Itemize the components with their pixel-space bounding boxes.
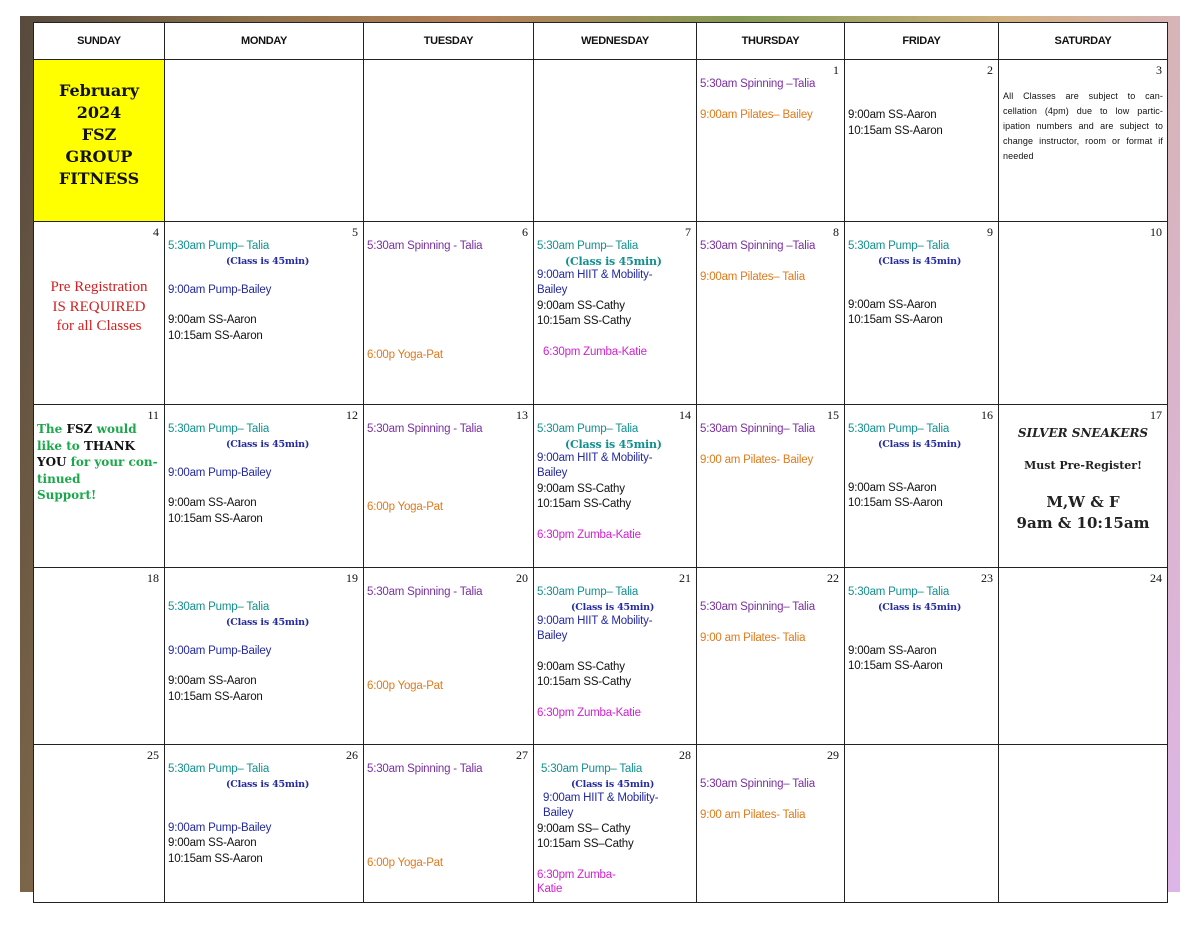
day-cell-2 bbox=[845, 60, 999, 222]
day-cell-28 bbox=[534, 745, 697, 903]
day-cell-3 bbox=[999, 60, 1168, 222]
day-cell-12 bbox=[165, 405, 364, 568]
day-number: 11 bbox=[147, 408, 159, 422]
class-event: 9:00am Pump-Bailey bbox=[168, 466, 272, 479]
class-event: 5:30am Pump– Talia bbox=[168, 601, 270, 613]
class-event: 9:00am Pump-Bailey bbox=[168, 283, 272, 296]
day-cell-9 bbox=[845, 222, 999, 405]
day-number: 23 bbox=[981, 571, 993, 585]
day-cell-10 bbox=[999, 222, 1168, 405]
class-event: 5:30am Pump– Talia bbox=[848, 423, 950, 435]
day-number: 4 bbox=[153, 225, 159, 239]
thank-you-note: The FSZ would like to THANK YOU for your con- tinued Support! bbox=[37, 422, 158, 502]
day-cell-26 bbox=[165, 745, 364, 903]
class-event: 10:15am SS-Aaron bbox=[848, 124, 943, 137]
class-event: 9:00am SS-Cathy bbox=[537, 660, 625, 673]
class-event: 6:30pm Zumba-Katie bbox=[537, 706, 641, 719]
class-event: 5:30am Pump– Talia bbox=[537, 240, 639, 252]
class-event: 9:00 am Pilates- Talia bbox=[700, 631, 806, 644]
class-event: 10:15am SS-Cathy bbox=[537, 315, 631, 327]
day-number: 8 bbox=[833, 225, 839, 239]
day-number: 12 bbox=[346, 408, 358, 422]
class-event: 10:15am SS-Cathy bbox=[537, 498, 631, 510]
class-event: 5:30am Spinning– Talia bbox=[700, 601, 815, 613]
class-event: 6:00p Yoga-Pat bbox=[367, 348, 443, 361]
class-event: 9:00am SS-Cathy bbox=[537, 482, 625, 495]
cancellation-policy: All Classes are subject to can- cellation (4pm) due to low partic- ipation numbers and are subject to change instructor, room or format if needed bbox=[1003, 91, 1163, 161]
day-number: 27 bbox=[516, 748, 528, 762]
class-duration-note: (Class is 45min) bbox=[571, 778, 655, 790]
day-number: 19 bbox=[346, 571, 358, 585]
day-number: 29 bbox=[827, 748, 839, 762]
class-event: 9:00am SS-Aaron bbox=[848, 298, 937, 311]
class-event: 5:30am Spinning - Talia bbox=[367, 763, 483, 775]
class-event: 10:15am SS-Cathy bbox=[537, 676, 631, 688]
class-event: 9:00am SS-Cathy bbox=[537, 299, 625, 312]
day-cell-21 bbox=[534, 568, 697, 745]
class-event: 9:00am SS-Aaron bbox=[168, 675, 257, 687]
day-number: 14 bbox=[679, 408, 691, 422]
class-event: 6:00p Yoga-Pat bbox=[367, 856, 443, 869]
class-event: 9:00am SS-Aaron bbox=[168, 497, 257, 509]
class-event: 10:15am SS-Aaron bbox=[168, 512, 263, 525]
silver-sneakers-schedule: M,W & F 9am & 10:15am bbox=[1016, 493, 1150, 532]
day-number: 7 bbox=[685, 225, 691, 239]
class-duration-note: (Class is 45min) bbox=[226, 778, 310, 790]
class-event: 9:00am SS-Aaron bbox=[168, 314, 257, 326]
day-cell-1 bbox=[697, 60, 845, 222]
class-event: 10:15am SS-Aaron bbox=[168, 329, 263, 342]
class-event: 5:30am Spinning - Talia bbox=[367, 240, 483, 252]
class-duration-note: (Class is 45min) bbox=[878, 255, 962, 267]
day-number: 25 bbox=[147, 748, 159, 762]
day-number: 9 bbox=[987, 225, 993, 239]
class-event: 5:30am Spinning– Talia bbox=[700, 778, 815, 790]
class-event: 9:00am SS-Aaron bbox=[848, 109, 937, 121]
class-event: 9:00am SS– Cathy bbox=[537, 822, 631, 835]
empty-day-cell bbox=[534, 60, 697, 222]
day-cell-13 bbox=[364, 405, 534, 568]
weekday-thursday: THURSDAY bbox=[697, 23, 845, 60]
class-event: 5:30am Pump– Talia bbox=[168, 763, 270, 775]
day-number: 22 bbox=[827, 571, 839, 585]
week-row bbox=[34, 60, 1168, 222]
day-cell-27 bbox=[364, 745, 534, 903]
class-event: 6:30pm Zumba-Katie bbox=[537, 868, 616, 895]
class-event: 5:30am Pump– Talia bbox=[848, 586, 950, 598]
class-event: 9:00am Pilates– Talia bbox=[700, 270, 805, 283]
class-event: 6:00p Yoga-Pat bbox=[367, 500, 443, 513]
day-number: 18 bbox=[147, 571, 159, 585]
class-event: 5:30am Pump– Talia bbox=[541, 763, 643, 775]
class-event: 9:00am Pilates– Bailey bbox=[700, 108, 813, 121]
silver-sneakers-title: SILVER SNEAKERS bbox=[1017, 426, 1149, 440]
class-event: 5:30am Pump– Talia bbox=[168, 423, 270, 435]
class-duration-note: (Class is 45min) bbox=[226, 438, 310, 450]
class-event: 9:00am HIIT & Mobility-Bailey bbox=[537, 614, 653, 642]
day-cell-20 bbox=[364, 568, 534, 745]
day-number: 6 bbox=[522, 225, 528, 239]
class-event: 9:00am HIIT & Mobility-Bailey bbox=[537, 268, 653, 296]
month-title-cell bbox=[34, 60, 165, 222]
class-duration-note: (Class is 45min) bbox=[565, 437, 662, 451]
weekday-sunday: SUNDAY bbox=[34, 23, 165, 60]
day-number: 17 bbox=[1150, 408, 1162, 422]
class-duration-note: (Class is 45min) bbox=[565, 254, 662, 268]
class-duration-note: (Class is 45min) bbox=[226, 255, 310, 267]
class-event: 5:30am Pump– Talia bbox=[168, 240, 270, 252]
class-event: 9:00am SS-Aaron bbox=[168, 837, 257, 849]
day-cell-24 bbox=[999, 568, 1168, 745]
day-cell-4 bbox=[34, 222, 165, 405]
class-event: 6:00p Yoga-Pat bbox=[367, 679, 443, 692]
class-event: 9:00am Pump-Bailey bbox=[168, 821, 272, 834]
class-event: 10:15am SS-Aaron bbox=[848, 314, 943, 326]
calendar-grid bbox=[33, 22, 1168, 903]
day-number: 3 bbox=[1156, 63, 1162, 77]
day-number: 13 bbox=[516, 408, 528, 422]
day-cell-18 bbox=[34, 568, 165, 745]
class-duration-note: (Class is 45min) bbox=[571, 601, 655, 613]
class-event: 10:15am SS-Aaron bbox=[168, 690, 263, 703]
day-cell-16 bbox=[845, 405, 999, 568]
day-cell-8 bbox=[697, 222, 845, 405]
day-number: 20 bbox=[516, 571, 528, 585]
day-number: 2 bbox=[987, 63, 993, 77]
class-event: 5:30am Spinning - Talia bbox=[367, 586, 483, 598]
week-row bbox=[34, 222, 1168, 405]
weekday-monday: MONDAY bbox=[165, 23, 364, 60]
day-cell-23 bbox=[845, 568, 999, 745]
day-cell-17 bbox=[999, 405, 1168, 568]
class-event: 5:30am Spinning –Talia bbox=[700, 240, 816, 252]
week-row bbox=[34, 568, 1168, 745]
day-cell-15 bbox=[697, 405, 845, 568]
silver-sneakers-note: Must Pre-Register! bbox=[1024, 459, 1142, 472]
weekday-friday: FRIDAY bbox=[845, 23, 999, 60]
class-event: 6:30pm Zumba-Katie bbox=[543, 345, 647, 358]
class-event: 9:00am HIIT & Mobility-Bailey bbox=[537, 451, 653, 479]
day-cell-19 bbox=[165, 568, 364, 745]
class-event: 9:00am HIIT & Mobility-Bailey bbox=[543, 791, 659, 819]
class-duration-note: (Class is 45min) bbox=[226, 616, 310, 628]
day-cell-25 bbox=[34, 745, 165, 903]
class-event: 9:00 am Pilates- Bailey bbox=[700, 453, 814, 466]
empty-day-cell bbox=[364, 60, 534, 222]
day-number: 10 bbox=[1150, 225, 1162, 239]
day-cell-14 bbox=[534, 405, 697, 568]
class-event: 10:15am SS-Aaron bbox=[848, 497, 943, 509]
day-number: 26 bbox=[346, 748, 358, 762]
class-duration-note: (Class is 45min) bbox=[878, 438, 962, 450]
weekday-saturday: SATURDAY bbox=[999, 23, 1168, 60]
pre-registration-note: Pre Registration IS REQUIRED for all Classes bbox=[50, 279, 148, 334]
class-event: 10:15am SS-Aaron bbox=[848, 660, 943, 672]
class-event: 10:15am SS–Cathy bbox=[537, 838, 634, 850]
weekday-header-row bbox=[34, 23, 1168, 60]
class-duration-note: (Class is 45min) bbox=[878, 601, 962, 613]
day-number: 16 bbox=[981, 408, 993, 422]
weekday-wednesday: WEDNESDAY bbox=[534, 23, 697, 60]
class-event: 9:00am Pump-Bailey bbox=[168, 644, 272, 657]
class-event: 9:00am SS-Aaron bbox=[848, 481, 937, 494]
empty-day-cell bbox=[845, 745, 999, 903]
week-row bbox=[34, 405, 1168, 568]
class-event: 5:30am Pump– Talia bbox=[537, 586, 639, 598]
week-row bbox=[34, 745, 1168, 903]
day-number: 5 bbox=[352, 225, 358, 239]
weekday-tuesday: TUESDAY bbox=[364, 23, 534, 60]
empty-day-cell bbox=[165, 60, 364, 222]
class-event: 9:00am SS-Aaron bbox=[848, 644, 937, 657]
class-event: 5:30am Pump– Talia bbox=[848, 240, 950, 252]
day-number: 24 bbox=[1150, 571, 1162, 585]
day-number: 21 bbox=[679, 571, 691, 585]
day-number: 28 bbox=[679, 748, 691, 762]
day-cell-7 bbox=[534, 222, 697, 405]
class-event: 9:00 am Pilates- Talia bbox=[700, 808, 806, 821]
day-number: 1 bbox=[833, 63, 839, 77]
day-cell-29 bbox=[697, 745, 845, 903]
day-number: 15 bbox=[827, 408, 839, 422]
day-cell-22 bbox=[697, 568, 845, 745]
day-cell-5 bbox=[165, 222, 364, 405]
class-event: 5:30am Spinning –Talia bbox=[700, 78, 816, 90]
month-title: February 2024 FSZ GROUP FITNESS bbox=[58, 81, 140, 188]
class-event: 5:30am Spinning - Talia bbox=[367, 423, 483, 435]
class-event: 5:30am Pump– Talia bbox=[537, 423, 639, 435]
class-event: 5:30am Spinning– Talia bbox=[700, 423, 815, 435]
class-event: 6:30pm Zumba-Katie bbox=[537, 528, 641, 541]
day-cell-11 bbox=[34, 405, 165, 568]
empty-day-cell bbox=[999, 745, 1168, 903]
day-cell-6 bbox=[364, 222, 534, 405]
class-event: 10:15am SS-Aaron bbox=[168, 852, 263, 865]
